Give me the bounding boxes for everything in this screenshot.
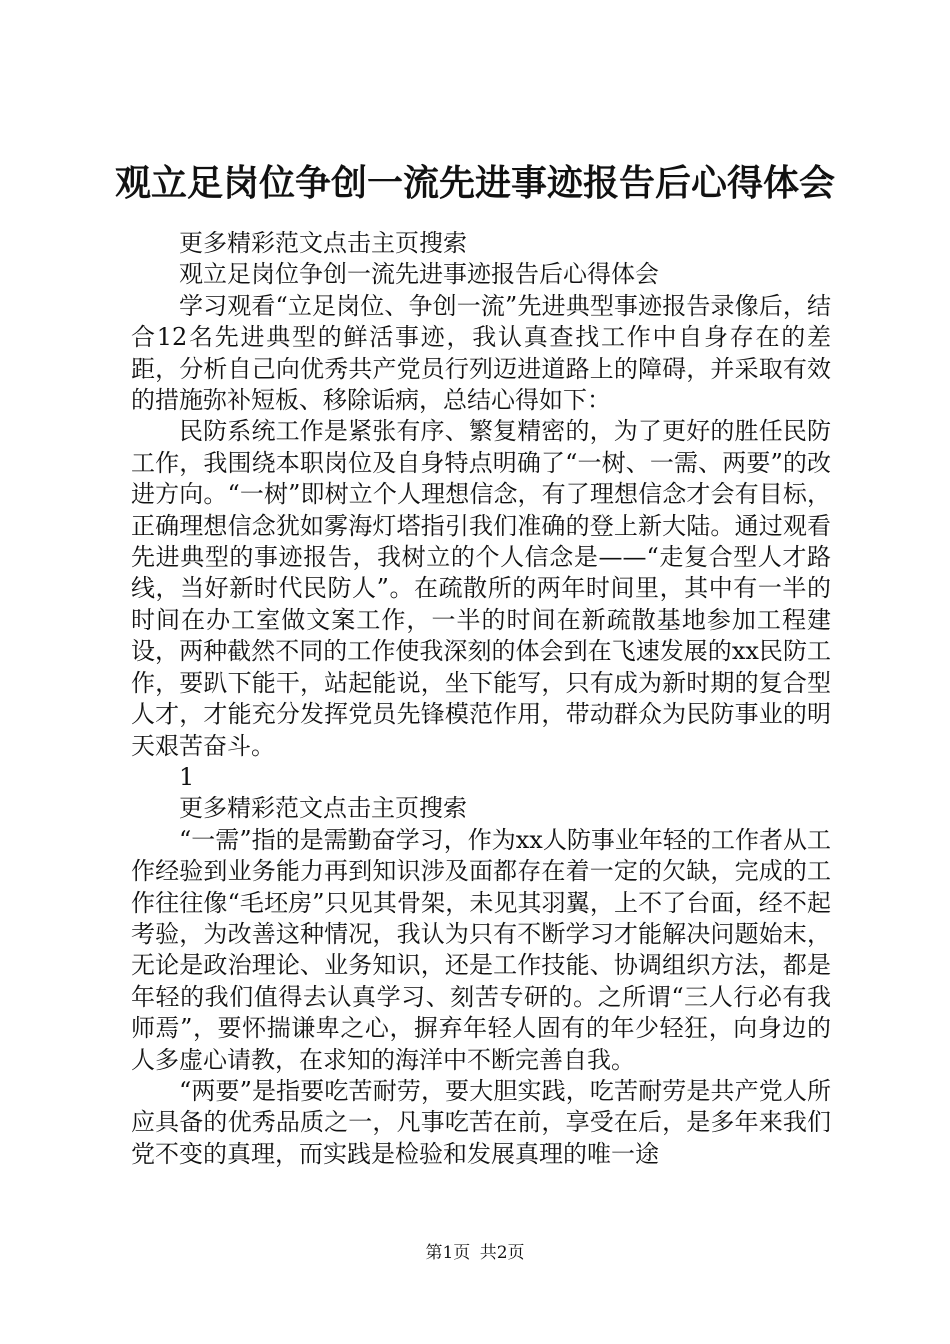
document-title: 观立足岗位争创一流先进事迹报告后心得体会 bbox=[114, 162, 835, 204]
paragraph: 更多精彩范文点击主页搜索 bbox=[179, 229, 467, 257]
paragraph: 学习观看“立足岗位、争创一流”先进典型事迹报告录像后，结合12名先进典型的鲜活事迹，我认真查找工作中自身存在的差距，分析自己向优秀共产党员行列迈进道路上的障碍，并采取有效的措施弥补短板、移除诟病，总结心得如下： bbox=[131, 291, 831, 415]
document-body bbox=[131, 228, 831, 1170]
paragraph: 更多精彩范文点击主页搜索 bbox=[179, 794, 467, 823]
paragraph: “一需”指的是需勤奋学习，作为xx人防事业年轻的工作者从工作经验到业务能力再到知识涉及面都存在着一定的欠缺，完成的工作往往像“毛坯房”只见其骨架，未见其羽翼，上不了台面，经不起考验，为改善这种情况，我认为只有不断学习才能解决问题始末，无论是政治理论、业务知识，还是工作技能、协调组织方法，都是年轻的我们值得去认真学习、刻苦专研的。之所谓“三人行必有我师焉”，要怀揣谦卑之心，摒弃年轻人固有的年少轻狂，向身边的人多虚心请教，在求知的海洋中不断完善自我。 bbox=[131, 825, 831, 1074]
paragraph: “两要”是指要吃苦耐劳，要大胆实践，吃苦耐劳是共产党人所应具备的优秀品质之一，凡事吃苦在前，享受在后，是多年来我们党不变的真理，而实践是检验和发展真理的唯一途 bbox=[131, 1076, 831, 1168]
paragraph: 观立足岗位争创一流先进事迹报告后心得体会 bbox=[179, 260, 659, 289]
paragraph: 民防系统工作是紧张有序、繁复精密的，为了更好的胜任民防工作，我围绕本职岗位及自身特点明确了“一树、一需、两要”的改进方向。“一树”即树立个人理想信念，有了理想信念才会有目标，正确理想信念犹如雾海灯塔指引我们准确的登上新大陆。通过观看先进典型的事迹报告，我树立的个人信念是——“走复合型人才路线，当好新时代民防人”。在疏散所的两年时间里，其中有一半的时间在办工室做文案工作，一半的时间在新疏散基地参加工程建设，两种截然不同的工作使我深刻的体会到在飞速发展的xx民防工作，要趴下能干，站起能说，坐下能写，只有成为新时期的复合型人才，才能充分发挥党员先锋模范作用，带动群众为民防事业的明天艰苦奋斗。 bbox=[131, 417, 831, 760]
page-number: 第1页 bbox=[425, 1243, 471, 1263]
page-total: 共2页 bbox=[479, 1243, 525, 1263]
page-footer bbox=[0, 1241, 950, 1265]
inline-page-number: 1 bbox=[179, 762, 195, 791]
